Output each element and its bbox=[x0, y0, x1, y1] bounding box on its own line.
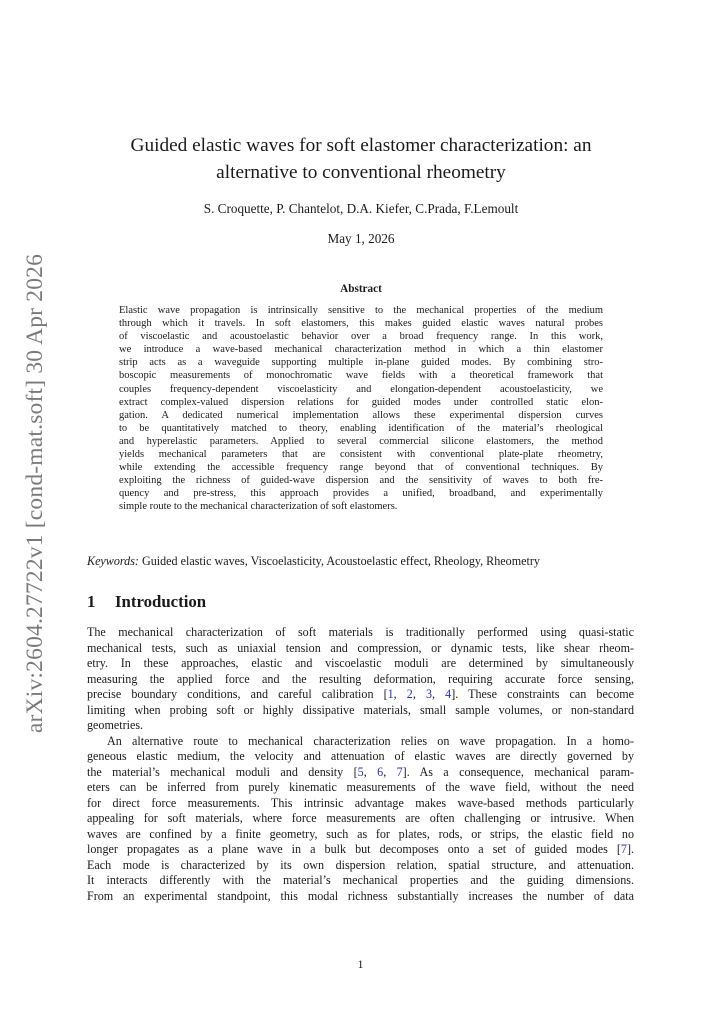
keywords-list: Guided elastic waves, Viscoelasticity, Acoustoelastic effect, Rheology, Rheometry bbox=[138, 554, 540, 568]
keywords bbox=[87, 554, 637, 569]
intro-text: , bbox=[432, 687, 446, 701]
intro-text: An alternative route to mechanical characterization relies on wave propagation. In a homo- bbox=[107, 733, 634, 748]
intro-line bbox=[87, 780, 634, 796]
intro-text: Each mode is characterized by its own dispersion relation, spatial structure, and attenuation. bbox=[87, 857, 634, 872]
intro-text: ]. These constraints can become bbox=[451, 687, 635, 701]
intro-line bbox=[87, 842, 634, 858]
intro-line bbox=[87, 718, 634, 734]
abstract-line: while extending the accessible frequency range beyond that of conventional techniques. By bbox=[119, 462, 603, 474]
intro-text: , bbox=[383, 764, 397, 779]
intro-text: measuring the applied force and the resulting deformation, requiring accurate force sensing, bbox=[87, 671, 634, 686]
abstract-line: extract complex-valued dispersion relations for guided modes under controlled static elon- bbox=[119, 396, 603, 408]
abstract-heading: Abstract bbox=[340, 283, 382, 295]
citation-link[interactable]: 3 bbox=[425, 687, 433, 701]
intro-line bbox=[87, 765, 634, 781]
intro-line bbox=[87, 625, 634, 641]
intro-line bbox=[87, 703, 634, 719]
citation-link[interactable]: 6 bbox=[377, 764, 384, 779]
abstract-line: exploiting the richness of guided-wave dispersion and the sensitivity of waves to both fre- bbox=[119, 475, 603, 487]
abstract-line: Elastic wave propagation is intrinsically sensitive to the mechanical properties of the medium bbox=[119, 305, 603, 316]
abstract-line: gation. A dedicated numerical implementation allows these experimental dispersion curves bbox=[119, 409, 603, 421]
intro-text: limiting when probing soft or highly dissipative materials, small sample volumes, or non-standard bbox=[87, 702, 634, 717]
intro-text: etry. In these approaches, elastic and viscoelastic moduli are determined by simultaneously bbox=[87, 656, 634, 670]
intro-line bbox=[87, 734, 634, 750]
citation-link[interactable]: 2 bbox=[406, 687, 413, 701]
intro-line bbox=[87, 811, 634, 827]
intro-text: It interacts differently with the material’s mechanical properties and the guiding dimensions. bbox=[87, 873, 634, 887]
intro-line bbox=[87, 687, 634, 703]
citation-link[interactable]: 4 bbox=[445, 687, 452, 701]
intro-text: the material’s mechanical moduli and density [ bbox=[87, 764, 358, 779]
keywords-label: Keywords: bbox=[87, 554, 139, 568]
arxiv-identifier bbox=[14, 253, 58, 733]
intro-line bbox=[87, 672, 634, 688]
citation-link[interactable]: 7 bbox=[396, 764, 403, 779]
intro-text: , bbox=[393, 687, 407, 701]
introduction-body bbox=[87, 625, 634, 904]
abstract-line: simple route to the mechanical characterization of soft elastomers. bbox=[119, 501, 398, 513]
intro-text: mechanical tests, such as uniaxial tension and compression, or dynamic tests, like shear rheom- bbox=[87, 640, 634, 655]
intro-line bbox=[87, 641, 634, 657]
abstract-line: boscopic measurements of monochromatic wave fields with a theoretical framework that bbox=[119, 370, 603, 382]
abstract-line: through which it travels. In soft elastomers, this makes guided elastic waves natural probes bbox=[119, 318, 603, 330]
intro-text: ]. bbox=[626, 842, 634, 856]
publication-date: May 1, 2026 bbox=[327, 231, 395, 246]
paper-title bbox=[86, 132, 636, 186]
citation-link[interactable]: 7 bbox=[620, 842, 627, 856]
intro-text: longer propagates as a plane wave in a bulk but decomposes onto a set of guided modes [ bbox=[87, 842, 621, 856]
intro-line bbox=[87, 827, 634, 843]
abstract-line: yields mechanical parameters that are consistent with conventional plate-plate rheometry, bbox=[119, 449, 603, 461]
arxiv-identifier-text: arXiv:2604.27722v1 [cond-mat.soft] 30 Apr 2026 bbox=[22, 253, 49, 733]
intro-text: eters can be inferred from purely kinematic measurements of the wave field, without the need bbox=[87, 780, 634, 794]
intro-line bbox=[87, 796, 634, 812]
intro-text: The mechanical characterization of soft materials is traditionally performed using quasi-static bbox=[87, 625, 634, 639]
intro-text: , bbox=[363, 764, 378, 779]
citation-link[interactable]: 1 bbox=[387, 687, 394, 701]
intro-text: waves are confined by a finite geometry, such as for plates, rods, or strips, the elastic field no bbox=[87, 826, 634, 841]
intro-text: for direct force measurements. This intrinsic advantage makes wave-based methods particularly bbox=[87, 795, 634, 810]
intro-line bbox=[87, 889, 634, 905]
intro-line bbox=[87, 858, 634, 874]
section-number: 1 bbox=[87, 592, 96, 611]
abstract-line: and hyperelastic parameters. Applied to several commercial silicone elastomers, the method bbox=[119, 435, 603, 447]
abstract-line: of viscoelastic and acoustoelastic behavior over a broad frequency range. In this work, bbox=[119, 331, 603, 343]
intro-text: appealing for soft materials, where force measurements are often challenging or intrusive. When bbox=[87, 811, 634, 825]
intro-text: , bbox=[412, 687, 426, 701]
abstract-line: couples frequency-dependent viscoelasticity and elongation-dependent acoustoelasticity, we bbox=[119, 383, 603, 395]
abstract-line: we introduce a wave-based mechanical characterization method in which a thin elastomer bbox=[119, 344, 603, 356]
abstract-body bbox=[119, 304, 603, 514]
citation-link[interactable]: 5 bbox=[357, 764, 364, 779]
title-line: Guided elastic waves for soft elastomer characterization: an bbox=[130, 135, 592, 156]
abstract-line: quency and pre-stress, this approach provides a unified, broadband, and experimentally bbox=[119, 488, 603, 500]
intro-line bbox=[87, 873, 634, 889]
author-list: S. Croquette, P. Chantelot, D.A. Kiefer, C.Prada, F.Lemoult bbox=[203, 201, 519, 216]
intro-text: ]. As a consequence, mechanical param- bbox=[402, 764, 635, 779]
abstract-line: to be quantitatively matched to theory, enabling identification of the material’s rheological bbox=[119, 422, 603, 434]
intro-text: geometries. bbox=[87, 718, 144, 732]
section-heading bbox=[87, 592, 206, 612]
abstract-line: strip acts as a waveguide supporting multiple in-plane guided modes. By combining stro- bbox=[119, 357, 603, 369]
title-line: alternative to conventional rheometry bbox=[216, 162, 506, 183]
intro-text: precise boundary conditions, and careful calibration [ bbox=[87, 687, 388, 701]
intro-line bbox=[87, 656, 634, 672]
intro-text: geneous elastic medium, the velocity and attenuation of elastic waves are directly governed by bbox=[87, 749, 634, 763]
intro-text: From an experimental standpoint, this modal richness substantially increases the number of data bbox=[87, 888, 634, 903]
section-title: Introduction bbox=[115, 592, 207, 611]
intro-line bbox=[87, 749, 634, 765]
page-number: 1 bbox=[357, 957, 364, 971]
